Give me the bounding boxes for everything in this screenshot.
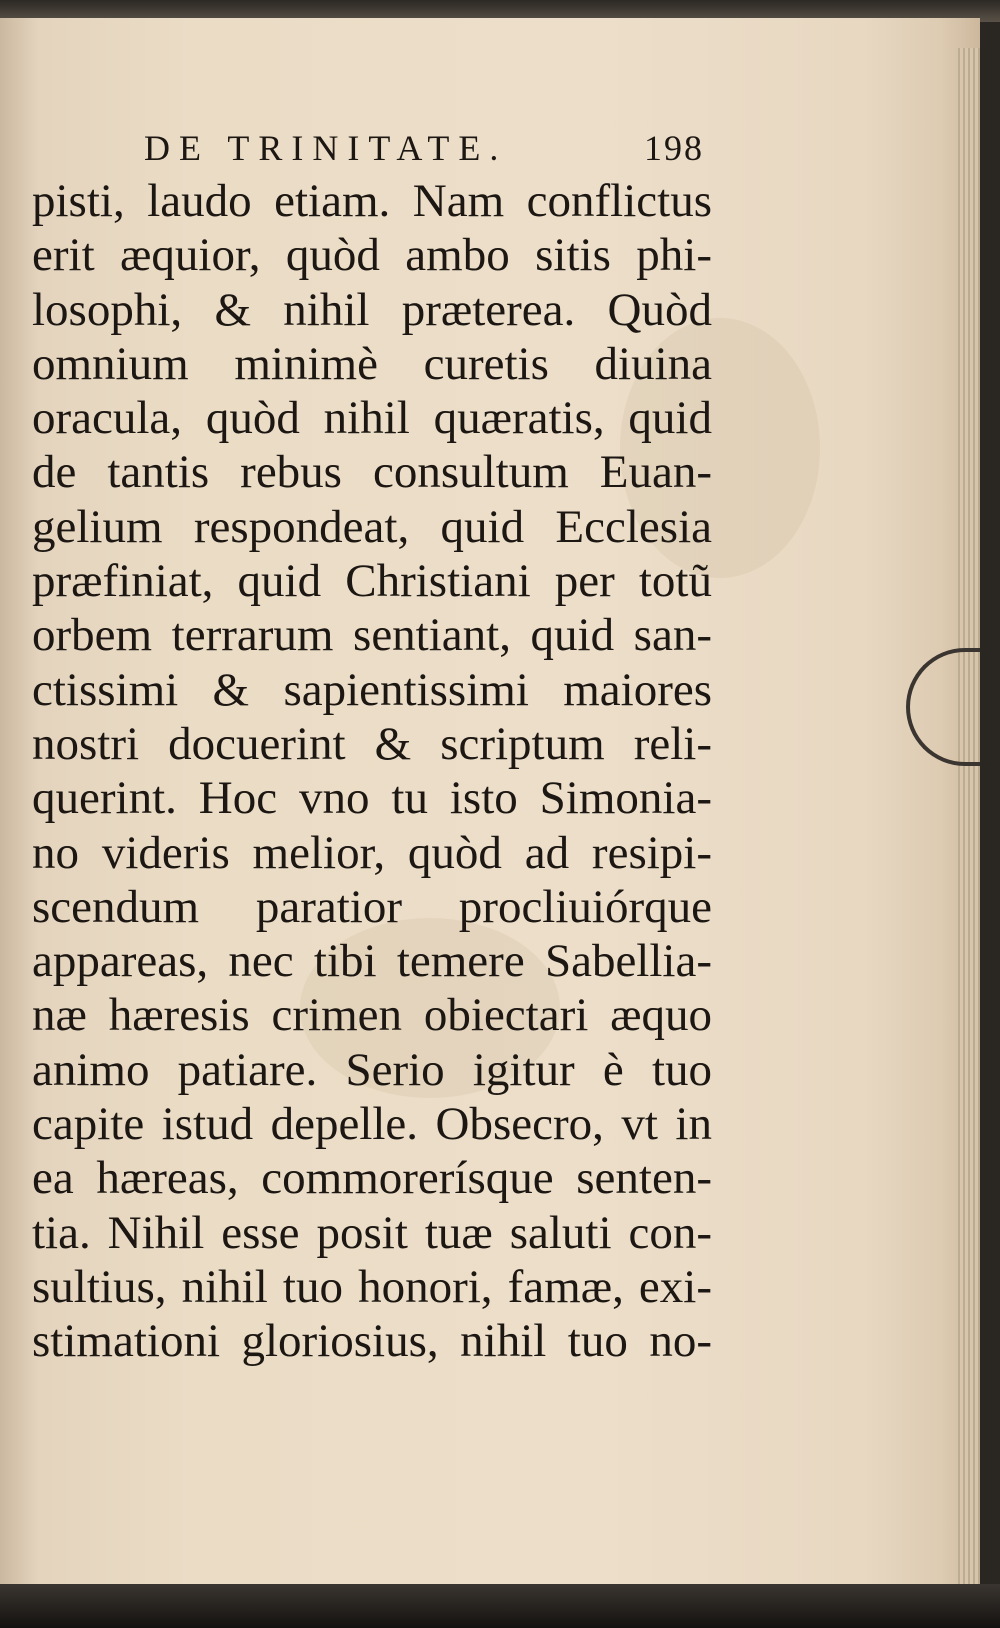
- text-line: erit æquior, quòd ambo sitis phi-: [32, 229, 712, 282]
- page-number: 198: [644, 128, 704, 168]
- text-line: appareas, nec tibi temere Sabellia-: [32, 935, 712, 988]
- running-head-title: DE TRINITATE.: [144, 128, 508, 168]
- text-line: gelium respondeat, quid Ecclesia: [32, 500, 712, 553]
- text-line: nostri docuerint & scriptum reli-: [32, 717, 712, 770]
- binding-tab: [906, 648, 980, 766]
- text-line: omnium minimè curetis diuina: [32, 337, 712, 390]
- text-line: tia. Nihil esse posit tuæ saluti con-: [32, 1206, 712, 1259]
- text-line: næ hæresis crimen obiectari æquo: [32, 989, 712, 1042]
- text-line: querint. Hoc vno tu isto Simonia-: [32, 772, 712, 825]
- book-page: [0, 18, 980, 1600]
- text-line: capite istud depelle. Obsecro, vt in: [32, 1098, 712, 1151]
- text-line: ea hæreas, commorerísque senten-: [32, 1152, 712, 1205]
- text-line: pisti, laudo etiam. Nam conflictus: [32, 175, 712, 227]
- text-line: losophi, & nihil præterea. Quòd: [32, 283, 712, 336]
- page-edge: [958, 48, 980, 1588]
- text-line: sultius, nihil tuo honori, famæ, exi-: [32, 1260, 712, 1313]
- text-line: præfiniat, quid Christiani per totũ: [32, 555, 712, 608]
- text-line: scendum paratior procliuiórque: [32, 880, 712, 933]
- running-head: [32, 126, 712, 170]
- text-line: de tantis rebus consultum Euan-: [32, 446, 712, 499]
- text-line: oracula, quòd nihil quæratis, quid: [32, 392, 712, 445]
- text-line: ctissimi & sapientissimi maiores: [32, 663, 712, 716]
- text-line: no videris melior, quòd ad resipi-: [32, 826, 712, 879]
- text-block: [32, 126, 712, 1369]
- bottom-shadow-band: [0, 1584, 1000, 1628]
- text-line: animo patiare. Serio igitur è tuo: [32, 1043, 712, 1096]
- body-text: [32, 174, 712, 1369]
- text-line: orbem terrarum sentiant, quid san-: [32, 609, 712, 662]
- text-line: stimationi gloriosius, nihil tuo no-: [32, 1315, 712, 1368]
